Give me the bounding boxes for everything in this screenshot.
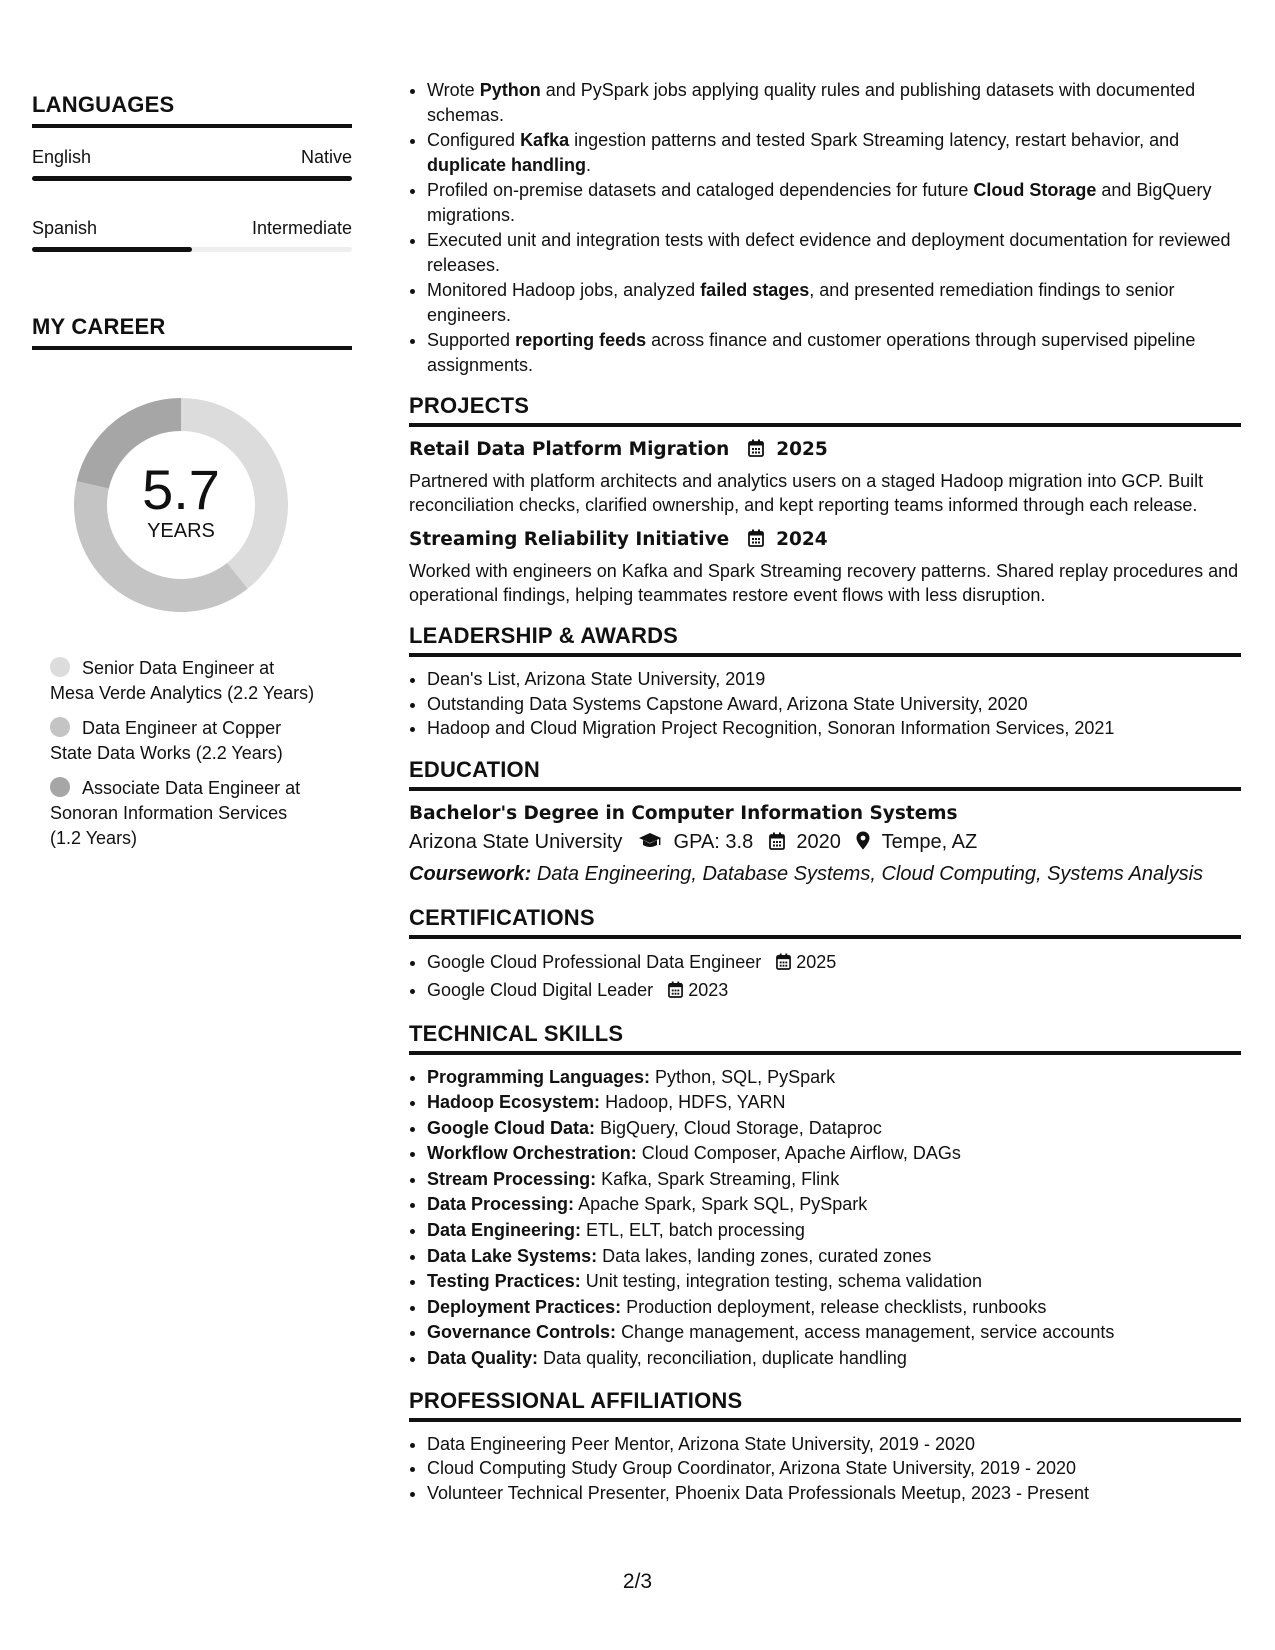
project-item xyxy=(409,437,1241,517)
project-item xyxy=(409,527,1241,607)
languages-heading: LANGUAGES xyxy=(32,92,352,128)
language-proficiency-bar xyxy=(32,247,352,252)
language-proficiency-fill xyxy=(32,176,352,181)
sidebar xyxy=(32,92,352,861)
leadership-item: • Dean's List, Arizona State University, 2019 xyxy=(427,667,1241,692)
career-legend-label: Senior Data Engineer at Mesa Verde Analytics (2.2 Years) xyxy=(50,658,315,703)
skill-item: • Programming Languages: Python, SQL, PySpark xyxy=(427,1065,1241,1091)
calendar-icon xyxy=(748,529,764,555)
legend-dot-icon xyxy=(50,717,70,737)
calendar-icon xyxy=(668,979,683,1005)
legend-dot-icon xyxy=(50,657,70,677)
certification-item xyxy=(427,977,1241,1005)
leadership-item: • Outstanding Data Systems Capstone Award, Arizona State University, 2020 xyxy=(427,692,1241,717)
project-description: Worked with engineers on Kafka and Spark Streaming recovery patterns. Shared replay procedures and operational findings, helping teammates restore event flows with less disruption. xyxy=(409,561,1239,605)
skill-item: • Data Lake Systems: Data lakes, landing zones, curated zones xyxy=(427,1244,1241,1270)
page-number: 2/3 xyxy=(622,1570,653,1593)
main-content xyxy=(409,78,1241,1505)
education-school: Arizona State University xyxy=(409,830,623,853)
leadership-item: • Hadoop and Cloud Migration Project Recognition, Sonoran Information Services, 2021 xyxy=(427,716,1241,741)
career-legend xyxy=(50,656,320,851)
career-legend-item xyxy=(50,656,320,706)
certifications-list xyxy=(409,949,1241,1005)
language-name: Spanish xyxy=(32,218,98,238)
certification-year: 2023 xyxy=(688,979,729,1000)
experience-bullet: • Configured Kafka ingestion patterns and tested Spark Streaming latency, restart behavior, and duplicate handling. xyxy=(427,128,1241,177)
skill-item: • Data Engineering: ETL, ELT, batch processing xyxy=(427,1218,1241,1244)
graduation-cap-icon xyxy=(638,829,662,859)
experience-bullet: • Executed unit and integration tests with defect evidence and deployment documentation for reviewed releases. xyxy=(427,228,1241,277)
skill-item: • Stream Processing: Kafka, Spark Streaming, Flink xyxy=(427,1167,1241,1193)
skill-item: • Deployment Practices: Production deployment, release checklists, runbooks xyxy=(427,1295,1241,1321)
affiliations-heading: PROFESSIONAL AFFILIATIONS xyxy=(409,1388,1241,1422)
experience-bullets xyxy=(409,78,1241,377)
education-heading: EDUCATION xyxy=(409,757,1241,791)
affiliation-item: • Data Engineering Peer Mentor, Arizona State University, 2019 - 2020 xyxy=(427,1432,1241,1457)
certifications-heading: CERTIFICATIONS xyxy=(409,905,1241,939)
experience-bullet: • Monitored Hadoop jobs, analyzed failed stages, and presented remediation findings to senior engineers. xyxy=(427,278,1241,327)
certification-year: 2025 xyxy=(796,951,837,972)
education-location: Tempe, AZ xyxy=(881,830,978,853)
calendar-icon xyxy=(776,951,791,977)
skill-item: • Testing Practices: Unit testing, integration testing, schema validation xyxy=(427,1269,1241,1295)
career-legend-item xyxy=(50,716,320,766)
skills-list xyxy=(409,1065,1241,1372)
language-proficiency-bar xyxy=(32,176,352,181)
education-item xyxy=(409,801,1241,889)
affiliation-item: • Volunteer Technical Presenter, Phoenix Data Professionals Meetup, 2023 - Present xyxy=(427,1481,1241,1506)
certification-name: Google Cloud Digital Leader xyxy=(427,979,654,1000)
career-legend-label: Data Engineer at Copper State Data Works (2.2 Years) xyxy=(50,718,283,763)
skill-item: • Data Quality: Data quality, reconciliation, duplicate handling xyxy=(427,1346,1241,1372)
language-item xyxy=(32,146,352,181)
experience-bullet: • Profiled on-premise datasets and cataloged dependencies for future Cloud Storage and BigQuery migrations. xyxy=(427,178,1241,227)
skills-heading: TECHNICAL SKILLS xyxy=(409,1021,1241,1055)
certification-name: Google Cloud Professional Data Engineer xyxy=(427,951,762,972)
skill-item: • Workflow Orchestration: Cloud Composer, Apache Airflow, DAGs xyxy=(427,1141,1241,1167)
career-legend-item xyxy=(50,776,320,851)
career-total-unit: YEARS xyxy=(147,520,215,542)
leadership-heading: LEADERSHIP & AWARDS xyxy=(409,623,1241,657)
education-coursework xyxy=(409,859,1241,889)
certification-item xyxy=(427,949,1241,977)
language-name: English xyxy=(32,147,92,167)
career-total-years: 5.7 xyxy=(142,458,220,521)
education-gpa: GPA: 3.8 xyxy=(673,830,754,853)
skill-item: • Hadoop Ecosystem: Hadoop, HDFS, YARN xyxy=(427,1090,1241,1116)
coursework-value: Data Engineering, Database Systems, Cloud Computing, Systems Analysis xyxy=(536,862,1204,885)
skill-item: • Governance Controls: Change management, access management, service accounts xyxy=(427,1320,1241,1346)
experience-bullet: • Supported reporting feeds across finance and customer operations through supervised pipeline assignments. xyxy=(427,328,1241,377)
career-heading: MY CAREER xyxy=(32,314,352,350)
language-level: Native xyxy=(300,147,352,167)
coursework-label: Coursework: xyxy=(409,862,532,885)
project-description: Partnered with platform architects and analytics users on a staged Hadoop migration into GCP. Built reconciliation checks, clarified ownership, and kept reporting teams informed through each release. xyxy=(409,471,1204,515)
education-degree: Bachelor's Degree in Computer Information Systems xyxy=(409,802,958,824)
calendar-icon xyxy=(748,439,764,465)
language-proficiency-fill xyxy=(32,247,192,252)
language-level: Intermediate xyxy=(251,218,352,238)
affiliation-item: • Cloud Computing Study Group Coordinator, Arizona State University, 2019 - 2020 xyxy=(427,1456,1241,1481)
calendar-icon xyxy=(769,829,785,859)
projects-heading: PROJECTS xyxy=(409,393,1241,427)
education-year: 2020 xyxy=(796,830,841,853)
project-title: Streaming Reliability Initiative xyxy=(409,529,730,550)
skill-item: • Google Cloud Data: BigQuery, Cloud Storage, Dataproc xyxy=(427,1116,1241,1142)
career-legend-label: Associate Data Engineer at Sonoran Information Services (1.2 Years) xyxy=(50,778,301,848)
location-pin-icon xyxy=(856,829,870,859)
career-donut-chart xyxy=(66,390,296,620)
project-title: Retail Data Platform Migration xyxy=(409,439,730,460)
legend-dot-icon xyxy=(50,777,70,797)
language-item xyxy=(32,217,352,252)
affiliations-list xyxy=(409,1432,1241,1506)
project-year: 2024 xyxy=(776,529,828,550)
skill-item: • Data Processing: Apache Spark, Spark SQL, PySpark xyxy=(427,1192,1241,1218)
experience-bullet: • Wrote Python and PySpark jobs applying quality rules and publishing datasets with documented schemas. xyxy=(427,78,1241,127)
leadership-list xyxy=(409,667,1241,741)
project-year: 2025 xyxy=(776,439,828,460)
